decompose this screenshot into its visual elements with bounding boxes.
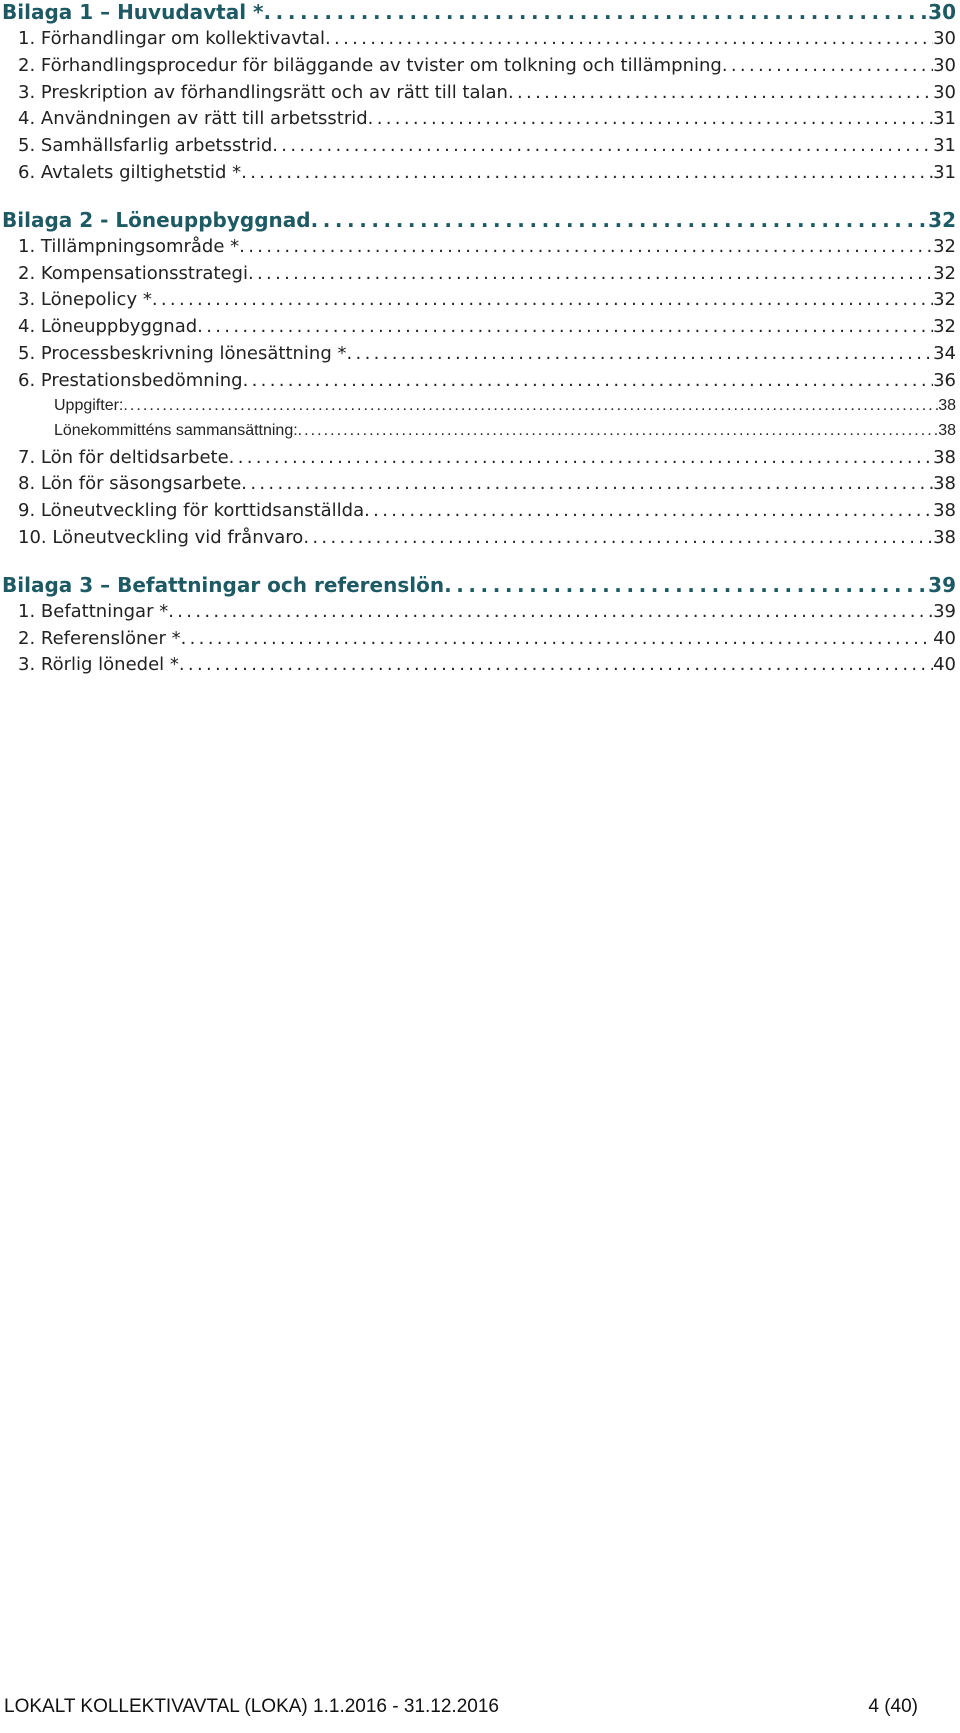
toc-section xyxy=(0,573,960,681)
toc-entry-label: 4. Löneuppbyggnad xyxy=(18,316,198,338)
section-spacer xyxy=(0,554,960,573)
toc-entry[interactable] xyxy=(0,447,960,474)
toc-entry[interactable] xyxy=(0,316,960,343)
dot-leader xyxy=(152,289,933,310)
toc-section xyxy=(0,0,960,189)
toc-subentry[interactable] xyxy=(0,397,960,422)
dot-leader xyxy=(229,447,933,468)
dot-leader xyxy=(168,601,933,622)
dot-leader xyxy=(311,208,929,232)
toc-entry-label: 10. Löneutveckling vid frånvaro xyxy=(18,526,304,548)
toc-entry-page: 32 xyxy=(933,262,956,284)
toc-entry-page: 31 xyxy=(933,135,956,157)
toc-entry[interactable] xyxy=(0,135,960,162)
dot-leader xyxy=(243,370,934,391)
toc-entry-page: 30 xyxy=(933,54,956,76)
dot-leader xyxy=(325,28,933,49)
toc-entry-label: 2. Kompensationsstrategi xyxy=(18,262,248,284)
toc-entry-page: 38 xyxy=(933,500,956,522)
toc-entry-label: 1. Förhandlingar om kollektivavtal xyxy=(18,28,326,49)
toc-entry-label: 2. Förhandlingsprocedur för biläggande av tvister om tolkning och tillämpning xyxy=(18,54,722,76)
toc-entry-page: 38 xyxy=(933,526,956,548)
toc-entry-label: 3. Rörlig lönedel * xyxy=(18,654,179,676)
dot-leader xyxy=(197,316,933,337)
toc-entry-label: 9. Löneutveckling för korttidsanställda xyxy=(18,500,365,522)
dot-leader xyxy=(241,162,933,183)
toc-entry[interactable] xyxy=(0,263,960,290)
toc-entry[interactable] xyxy=(0,370,960,397)
toc-heading[interactable] xyxy=(0,573,960,601)
toc-entry-page: 40 xyxy=(933,654,956,676)
toc-entry-page: 38 xyxy=(933,473,956,495)
toc-entry-label: 5. Samhällsfarlig arbetsstrid xyxy=(18,135,273,157)
toc-entry-page: 36 xyxy=(933,369,956,391)
toc-entry-page: 34 xyxy=(933,342,956,364)
footer-title: LOKALT KOLLEKTIVAVTAL (LOKA) 1.1.2016 - 31.12.2016 xyxy=(4,1696,499,1717)
toc-entry[interactable] xyxy=(0,473,960,500)
dot-leader xyxy=(368,108,933,129)
toc-entry-label: 6. Avtalets giltighetstid * xyxy=(18,161,242,183)
toc-entry-label: 7. Lön för deltidsarbete xyxy=(18,446,229,468)
toc-entry-label: 2. Referenslöner * xyxy=(18,627,181,649)
toc-entry-label: 4. Användningen av rätt till arbetsstrid xyxy=(18,108,368,130)
table-of-contents xyxy=(0,0,960,681)
toc-entry-label: Lönekommitténs sammansättning: xyxy=(54,421,298,439)
dot-leader xyxy=(239,236,933,257)
toc-entry[interactable] xyxy=(0,28,960,55)
toc-entry[interactable] xyxy=(0,162,960,189)
toc-heading[interactable] xyxy=(0,0,960,28)
toc-entry[interactable] xyxy=(0,343,960,370)
toc-entry[interactable] xyxy=(0,55,960,82)
dot-leader xyxy=(241,473,933,494)
dot-leader xyxy=(444,573,928,597)
dot-leader xyxy=(722,55,933,76)
toc-heading[interactable] xyxy=(0,208,960,236)
dot-leader xyxy=(303,527,933,548)
toc-entry-label: Bilaga 3 – Befattningar och referenslön xyxy=(2,572,445,597)
toc-section xyxy=(0,208,960,554)
toc-entry-page: 38 xyxy=(938,396,956,414)
toc-entry-label: 3. Preskription av förhandlingsrätt och av rätt till talan xyxy=(18,81,508,103)
toc-entry-label: Uppgifter: xyxy=(54,396,124,414)
toc-entry-label: 3. Lönepolicy * xyxy=(18,289,152,311)
dot-leader xyxy=(272,135,933,156)
toc-entry-page: 39 xyxy=(928,572,956,597)
dot-leader xyxy=(181,628,934,649)
dot-leader xyxy=(346,343,933,364)
toc-entry-page: 32 xyxy=(933,235,956,257)
toc-entry-page: 40 xyxy=(933,627,956,649)
toc-subentry[interactable] xyxy=(0,422,960,447)
toc-entry-page: 30 xyxy=(933,28,956,49)
page-footer xyxy=(0,1696,960,1726)
toc-entry-label: 8. Lön för säsongsarbete xyxy=(18,473,242,495)
toc-entry-page: 38 xyxy=(933,446,956,468)
dot-leader xyxy=(364,500,933,521)
toc-entry[interactable] xyxy=(0,108,960,135)
toc-entry-page: 30 xyxy=(933,81,956,103)
toc-entry-page: 31 xyxy=(933,108,956,130)
toc-entry[interactable] xyxy=(0,500,960,527)
toc-entry-page: 32 xyxy=(928,207,956,232)
toc-entry[interactable] xyxy=(0,527,960,554)
dot-leader xyxy=(298,422,939,440)
dot-leader xyxy=(508,82,933,103)
dot-leader xyxy=(264,0,929,24)
toc-entry-label: 1. Befattningar * xyxy=(18,600,169,622)
toc-entry[interactable] xyxy=(0,601,960,628)
toc-entry-page: 30 xyxy=(928,0,956,24)
footer-page-number: 4 (40) xyxy=(868,1696,918,1717)
toc-entry[interactable] xyxy=(0,628,960,655)
toc-entry-page: 39 xyxy=(933,600,956,622)
toc-entry-page: 32 xyxy=(933,316,956,338)
toc-entry[interactable] xyxy=(0,654,960,681)
dot-leader xyxy=(123,397,938,415)
dot-leader xyxy=(179,654,933,675)
toc-entry-label: 5. Processbeskrivning lönesättning * xyxy=(18,342,347,364)
toc-entry-label: 6. Prestationsbedömning xyxy=(18,369,243,391)
toc-entry[interactable] xyxy=(0,289,960,316)
dot-leader xyxy=(248,263,933,284)
toc-entry-page: 31 xyxy=(933,161,956,183)
toc-entry-page: 32 xyxy=(933,289,956,311)
toc-entry-label: Bilaga 2 - Löneuppbyggnad xyxy=(2,207,311,232)
section-spacer xyxy=(0,189,960,208)
toc-entry-page: 38 xyxy=(938,421,956,439)
toc-entry-label: Bilaga 1 – Huvudavtal * xyxy=(2,0,264,24)
toc-entry-label: 1. Tillämpningsområde * xyxy=(18,235,240,257)
toc-entry[interactable] xyxy=(0,82,960,109)
toc-entry[interactable] xyxy=(0,236,960,263)
